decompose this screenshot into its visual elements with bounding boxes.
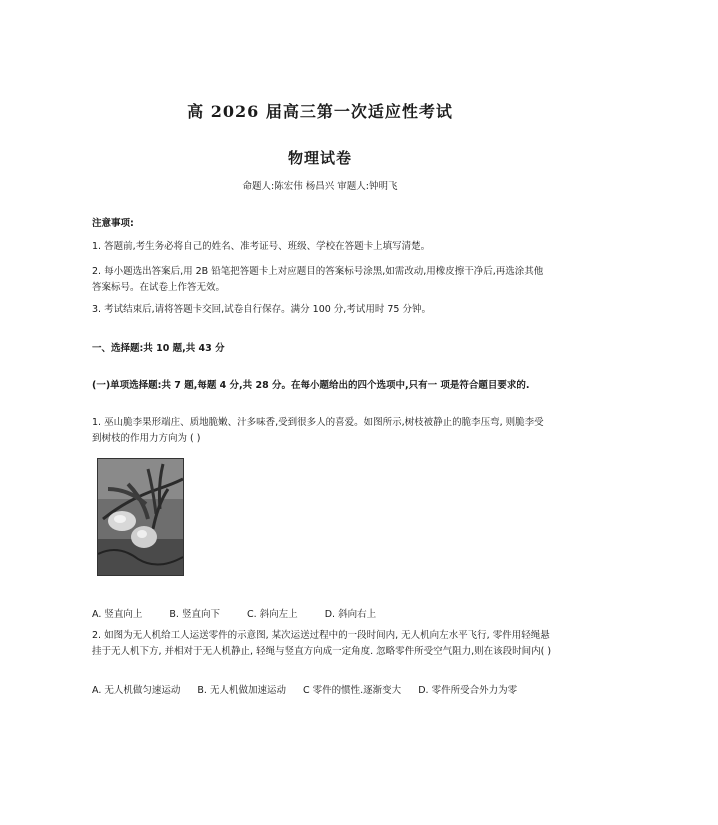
q1-option-c[interactable]: C. 斜向左上 [247, 609, 298, 620]
authors-line: 命题人:陈宏伟 杨昌兴 审题人:钟明飞 [242, 181, 398, 192]
notes-item-2: 2. 每小题选出答案后,用 2B 铅笔把答题卡上对应题目的答案标号涂黑,如需改动,用橡皮擦干净后,再选涂其他答案标号。在试卷上作答无效。 [92, 266, 544, 293]
notes-heading: 注意事项: [92, 218, 134, 229]
question-2-options [92, 683, 552, 699]
section-heading: 一、选择题:共 10 题,共 43 分 [92, 343, 225, 354]
q2-option-c[interactable]: C 零件的惯性.逐渐变大 [303, 685, 402, 696]
exam-title: 高 2026 届高三第一次适应性考试 [187, 102, 453, 121]
question-2-stem: 2. 如图为无人机给工人运送零件的示意图, 某次运送过程中的一段时间内, 无人机向左水平飞行, 零件用轻绳悬挂于无人机下方, 并相对于无人机静止, 轻绳与竖直方向成一定角度. 忽略零件所受空气阻力,则在该段时间内( ) [92, 630, 552, 657]
q2-option-b[interactable]: B. 无人机做加速运动 [197, 685, 286, 696]
subject-title: 物理试卷 [287, 149, 352, 167]
notes-item-1: 1. 答题前,考生务必将自己的姓名、准考证号、班级、学校在答题卡上填写清楚。 [92, 241, 431, 252]
part-heading: (一)单项选择题:共 7 题,每题 4 分,共 28 分。在每小题给出的四个选项中,只有一 项是符合题目要求的. [92, 380, 530, 391]
notes-item-3: 3. 考试结束后,请将答题卡交回,试卷自行保存。满分 100 分,考试用时 75 分钟。 [92, 304, 431, 315]
plum-branch-image [98, 459, 183, 575]
q1-option-d[interactable]: D. 斜向右上 [324, 609, 377, 620]
q1-option-a[interactable]: A. 竖直向上 [92, 609, 143, 620]
q2-option-a[interactable]: A. 无人机做匀速运动 [92, 685, 181, 696]
plum-branch-photo [97, 458, 184, 576]
question-1-options [92, 606, 400, 620]
q2-option-d[interactable]: D. 零件所受合外力为零 [418, 685, 518, 696]
question-1-stem: 1. 巫山脆李果形端庄、质地脆嫩、汁多味香,受到很多人的喜爱。如图所示,树枝被静止的脆李压弯, 则脆李受到树枝的作用力方向为 ( ) [92, 417, 544, 444]
q1-option-b[interactable]: B. 竖直向下 [169, 609, 220, 620]
